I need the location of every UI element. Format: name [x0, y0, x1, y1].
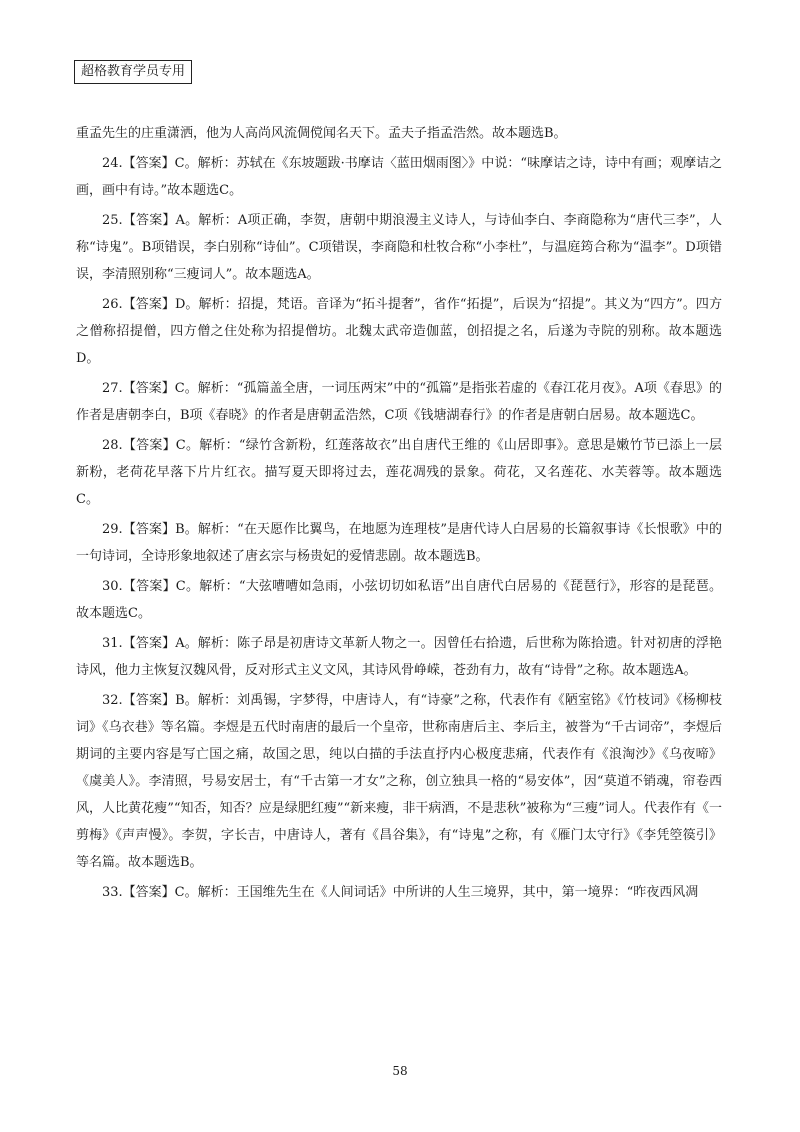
- paragraph-continuation: 重孟先生的庄重潇洒，他为人高尚风流倜傥闻名天下。孟夫子指孟浩然。故本题选B。: [76, 126, 567, 141]
- answer-25: 25.【答案】A。解析：A项正确，李贺，唐朝中期浪漫主义诗人，与诗仙李白、李商隐称为“唐代三李”，人称“诗鬼”。B项错误，李白别称“诗仙”。C项错误，李商隐和杜牧合称“小李杜”，与温庭筠合称为“温李”。D项错误，李清照别称“三瘦词人”。故本题选A。: [76, 213, 722, 282]
- answer-32: 32.【答案】B。解析：刘禹锡，字梦得，中唐诗人，有“诗豪”之称，代表作有《陋室铭》《竹枝词》《杨柳枝词》《乌衣巷》等名篇。李煜是五代时南唐的最后一个皇帝，世称南唐后主、李后主，被誉为“千古词帝”，李煜后期词的主要内容是写亡国之痛，故国之思，纯以白描的手法直抒内心极度悲痛，代表作有《浪淘沙》《乌夜啼》《虞美人》。李清照，号易安居士，有“千古第一才女”之称，创立独具一格的“易安体”，因“莫道不销魂，帘卷西风，人比黄花瘦”“知否，知否？应是绿肥红瘦”“新来瘦，非干病酒，不是悲秋”被称为“三瘦”词人。代表作有《一剪梅》《声声慢》。李贺，字长吉，中唐诗人，著有《昌谷集》，有“诗鬼”之称，有《雁门太守行》《李凭箜篌引》等名篇。故本题选B。: [76, 693, 722, 870]
- document-body: [76, 120, 722, 909]
- answer-26: 26.【答案】D。解析：招提，梵语。音译为“拓斗提奢”，省作“拓提”，后误为“招提”。其义为“四方”。四方之僧称招提僧，四方僧之住处称为招提僧坊。北魏太武帝造伽蓝，创招提之名，后遂为寺院的别称。故本题选D。: [76, 297, 722, 366]
- answer-24: 24.【答案】C。解析：苏轼在《东坡题跋·书摩诘〈蓝田烟雨图〉》中说：“味摩诘之诗，诗中有画；观摩诘之画，画中有诗。”故本题选C。: [76, 156, 722, 198]
- answer-33: 33.【答案】C。解析：王国维先生在《人间词话》中所讲的人生三境界，其中，第一境界：“昨夜西风凋: [102, 885, 699, 900]
- answer-30: 30.【答案】C。解析：“大弦嘈嘈如急雨，小弦切切如私语”出自唐代白居易的《琵琶行》，形容的是琵琶。故本题选C。: [76, 579, 722, 621]
- answer-28: 28.【答案】C。解析：“绿竹含新粉，红莲落故衣”出自唐代王维的《山居即事》。意思是嫩竹节已添上一层新粉，老荷花早落下片片红衣。描写夏天即将过去，莲花凋残的景象。荷花，又名莲花、水芙蓉等。故本题选C。: [76, 438, 722, 507]
- page-number: 58: [392, 1064, 408, 1078]
- header-label: 超格教育学员专用: [74, 60, 192, 84]
- answer-27: 27.【答案】C。解析：“孤篇盖全唐，一词压两宋”中的“孤篇”是指张若虚的《春江花月夜》。A项《春思》的作者是唐朝李白，B项《春晓》的作者是唐朝孟浩然，C项《钱塘湖春行》的作者是唐朝白居易。故本题选C。: [76, 381, 722, 423]
- answer-29: 29.【答案】B。解析：“在天愿作比翼鸟，在地愿为连理枝”是唐代诗人白居易的长篇叙事诗《长恨歌》中的一句诗词，全诗形象地叙述了唐玄宗与杨贵妃的爱情悲剧。故本题选B。: [76, 522, 722, 564]
- answer-31: 31.【答案】A。解析：陈子昂是初唐诗文革新人物之一。因曾任右拾遗，后世称为陈拾遗。针对初唐的浮艳诗风，他力主恢复汉魏风骨，反对形式主义文风，其诗风骨峥嵘，苍劲有力，故有“诗骨”之称。故本题选A。: [76, 636, 722, 678]
